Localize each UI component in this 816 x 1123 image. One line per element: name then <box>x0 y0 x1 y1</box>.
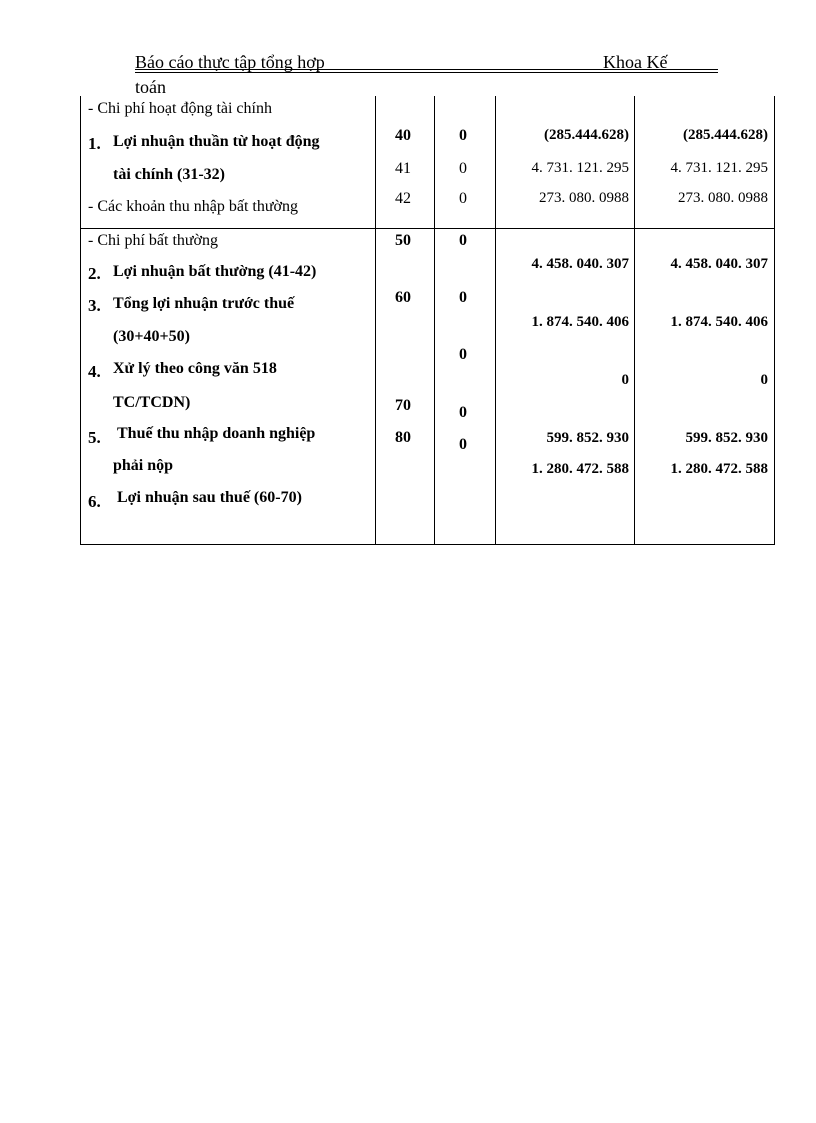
header-rule-top <box>135 69 718 70</box>
row-label: TC/TCDN) <box>113 394 191 411</box>
row-label: Xử lý theo công văn 518 <box>113 360 277 377</box>
table-divider-code2 <box>434 96 435 545</box>
row-value-current: 1. 280. 472. 588 <box>531 461 629 477</box>
row-value-current: 599. 852. 930 <box>546 430 629 446</box>
row-value-current: (285.444.628) <box>544 127 629 143</box>
row-value-previous: 1. 874. 540. 406 <box>670 314 768 330</box>
header-left-title: Báo cáo thực tập tổng hợp <box>135 52 325 72</box>
row-code2: 0 <box>459 190 467 207</box>
row-marker: 1. <box>88 134 101 153</box>
row-label: - Chi phí bất thường <box>88 232 219 249</box>
row-value-current: 4. 458. 040. 307 <box>531 256 629 272</box>
row-value-previous: 273. 080. 0988 <box>678 190 768 206</box>
row-marker: 4. <box>88 362 101 381</box>
row-value-previous: 4. 731. 121. 295 <box>670 160 768 176</box>
row-code2: 0 <box>459 127 467 144</box>
row-code: 40 <box>395 127 411 144</box>
row-label: tài chính (31-32) <box>113 166 225 183</box>
row-value-current: 1. 874. 540. 406 <box>531 314 629 330</box>
row-code: 50 <box>395 232 411 249</box>
row-value-current: 4. 731. 121. 295 <box>531 160 629 176</box>
table-border-left <box>80 96 81 545</box>
row-value-previous: 1. 280. 472. 588 <box>670 461 768 477</box>
row-value-previous: 599. 852. 930 <box>685 430 768 446</box>
row-label: - Các khoản thu nhập bất thường <box>88 198 298 215</box>
row-label: Lợi nhuận sau thuế (60-70) <box>117 489 302 506</box>
row-code2: 0 <box>459 232 467 249</box>
table-divider-v2 <box>634 96 635 545</box>
table-section-rule <box>80 228 775 229</box>
table-divider-v1 <box>495 96 496 545</box>
row-value-previous: (285.444.628) <box>683 127 768 143</box>
row-marker: 5. <box>88 428 101 447</box>
row-label: Lợi nhuận bất thường (41-42) <box>113 263 317 280</box>
row-value-current: 273. 080. 0988 <box>539 190 629 206</box>
row-code: 70 <box>395 397 411 414</box>
row-value-current: 0 <box>621 372 629 388</box>
row-code2: 0 <box>459 289 467 306</box>
row-code2: 0 <box>459 160 467 177</box>
table-divider-code <box>375 96 376 545</box>
row-marker: 2. <box>88 264 101 283</box>
row-code: 41 <box>395 160 411 177</box>
row-code: 80 <box>395 429 411 446</box>
row-label: (30+40+50) <box>113 328 190 345</box>
row-code2: 0 <box>459 436 467 453</box>
table-border-bottom <box>80 544 775 545</box>
header-continuation: toán <box>135 77 166 97</box>
row-value-previous: 0 <box>760 372 768 388</box>
row-label: Thuế thu nhập doanh nghiệp <box>117 425 316 442</box>
row-code2: 0 <box>459 346 467 363</box>
row-label: - Chi phí hoạt động tài chính <box>88 100 272 117</box>
row-marker: 3. <box>88 296 101 315</box>
row-marker: 6. <box>88 492 101 511</box>
row-code: 42 <box>395 190 411 207</box>
row-value-previous: 4. 458. 040. 307 <box>670 256 768 272</box>
header-right-title: Khoa Kế <box>603 52 668 72</box>
row-label: Tổng lợi nhuận trước thuế <box>113 295 295 312</box>
row-label: phải nộp <box>113 457 174 474</box>
row-code2: 0 <box>459 404 467 421</box>
row-code: 60 <box>395 289 411 306</box>
row-label: Lợi nhuận thuần từ hoạt động <box>113 133 320 150</box>
header-rule-bottom <box>135 72 718 73</box>
table-border-right <box>774 96 775 545</box>
